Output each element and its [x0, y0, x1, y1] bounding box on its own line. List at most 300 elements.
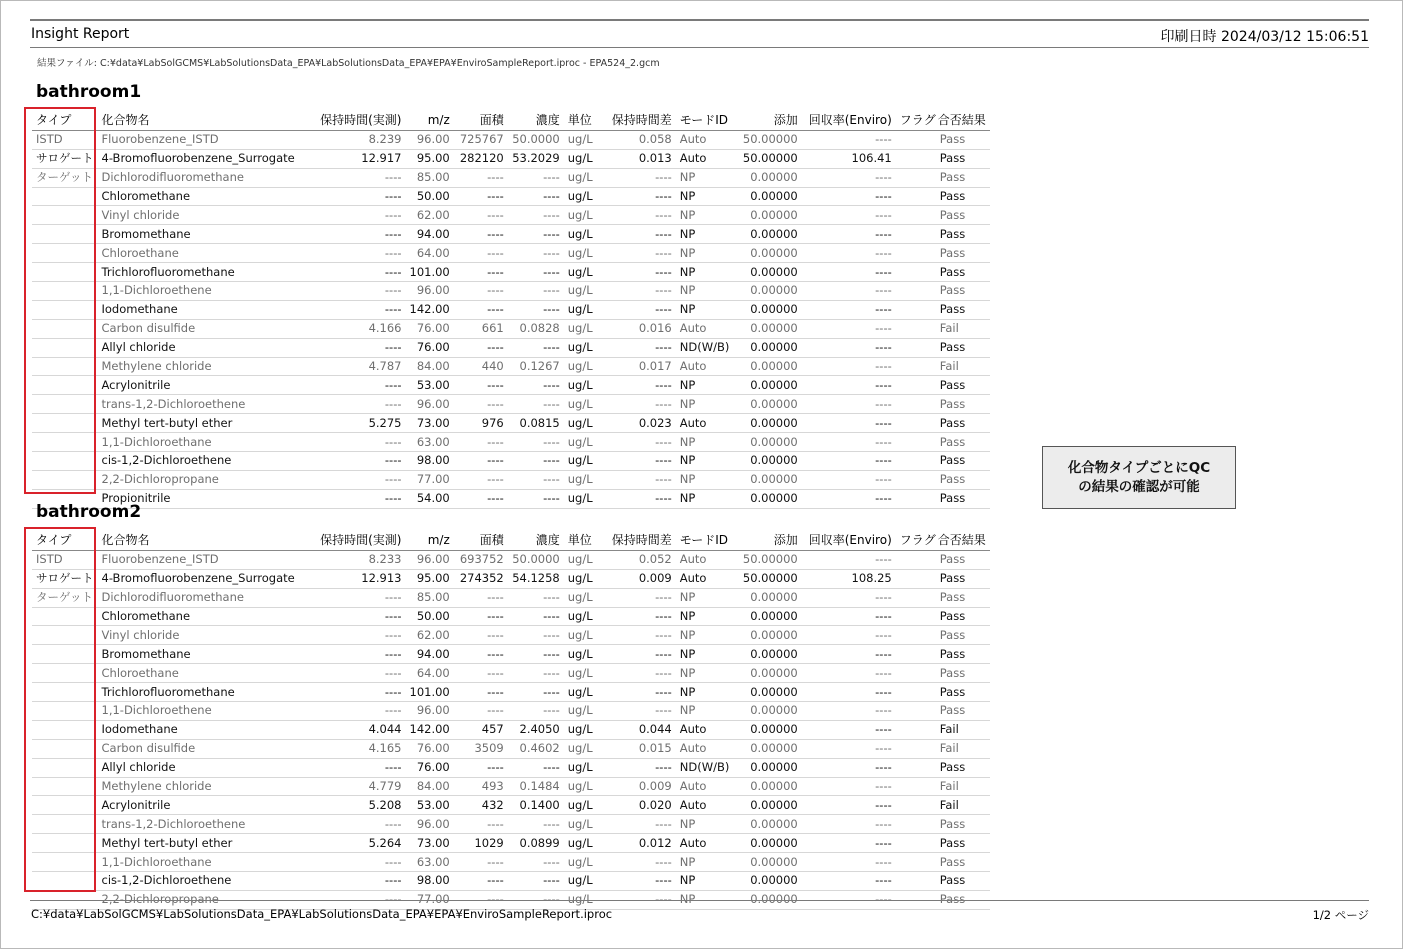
- col-rt: ----: [314, 206, 406, 225]
- col-area: ----: [454, 187, 508, 206]
- table-row: [32, 720, 990, 739]
- col-area: 457: [454, 720, 508, 739]
- col-recovery: ----: [802, 319, 896, 338]
- col-unit: ug/L: [564, 550, 602, 569]
- col-rt: ----: [314, 282, 406, 301]
- col-mz: 84.00: [406, 777, 454, 796]
- col-mz: 101.00: [406, 263, 454, 282]
- col-unit: ug/L: [564, 452, 602, 471]
- col-result: Fail: [936, 357, 990, 376]
- col-recovery-header: 回収率(Enviro): [802, 532, 896, 550]
- col-spike: 0.00000: [738, 168, 802, 187]
- col-rt: 4.044: [314, 720, 406, 739]
- col-mz: 76.00: [406, 758, 454, 777]
- annotation-callout: [1042, 446, 1236, 509]
- col-rt: 5.208: [314, 796, 406, 815]
- col-compound: Fluorobenzene_ISTD: [98, 550, 314, 569]
- col-mz: 76.00: [406, 739, 454, 758]
- col-area: ----: [454, 395, 508, 414]
- col-spike: 0.00000: [738, 626, 802, 645]
- sample-title: bathroom1: [36, 82, 142, 102]
- col-mz: 96.00: [406, 282, 454, 301]
- table-row: [32, 815, 990, 834]
- col-mz-header: m/z: [406, 112, 454, 130]
- col-compound: trans-1,2-Dichloroethene: [98, 815, 314, 834]
- col-area: ----: [454, 263, 508, 282]
- col-flag: [896, 569, 936, 588]
- col-mode-id: Auto: [676, 357, 738, 376]
- col-spike: 50.00000: [738, 149, 802, 168]
- col-mz: 63.00: [406, 853, 454, 872]
- col-area: ----: [454, 645, 508, 664]
- col-unit: ug/L: [564, 187, 602, 206]
- col-flag: [896, 206, 936, 225]
- col-mode-id: NP: [676, 168, 738, 187]
- col-spike: 0.00000: [738, 225, 802, 244]
- col-recovery: ----: [802, 452, 896, 471]
- col-mz: 96.00: [406, 130, 454, 149]
- col-conc: 53.2029: [508, 149, 564, 168]
- col-mz: 53.00: [406, 376, 454, 395]
- col-type-header: タイプ: [32, 112, 98, 130]
- col-mode-id: Auto: [676, 149, 738, 168]
- col-flag: [896, 376, 936, 395]
- col-recovery: ----: [802, 645, 896, 664]
- col-spike: 0.00000: [738, 263, 802, 282]
- col-mode-id: NP: [676, 853, 738, 872]
- col-compound: Methylene chloride: [98, 777, 314, 796]
- col-recovery: ----: [802, 777, 896, 796]
- col-mode-id: NP: [676, 588, 738, 607]
- col-compound: Vinyl chloride: [98, 206, 314, 225]
- col-area: ----: [454, 225, 508, 244]
- col-flag: [896, 683, 936, 702]
- col-rt-diff: ----: [602, 872, 676, 891]
- col-compound: Trichlorofluoromethane: [98, 263, 314, 282]
- col-flag: [896, 282, 936, 301]
- col-result: Pass: [936, 300, 990, 319]
- col-unit: ug/L: [564, 433, 602, 452]
- col-rt-diff: 0.044: [602, 720, 676, 739]
- type-column-highlight: [24, 527, 96, 892]
- col-mz: 76.00: [406, 338, 454, 357]
- col-mode-id: NP: [676, 187, 738, 206]
- col-mode-id: NP: [676, 645, 738, 664]
- col-conc: ----: [508, 168, 564, 187]
- col-rt-diff: 0.017: [602, 357, 676, 376]
- col-rt: 12.913: [314, 569, 406, 588]
- col-flag-header: フラグ: [896, 112, 936, 130]
- col-area: 274352: [454, 569, 508, 588]
- col-conc: 50.0000: [508, 130, 564, 149]
- col-mz: 94.00: [406, 225, 454, 244]
- col-spike: 0.00000: [738, 607, 802, 626]
- col-conc: ----: [508, 338, 564, 357]
- col-spike: 0.00000: [738, 739, 802, 758]
- col-unit: ug/L: [564, 815, 602, 834]
- col-mz: 95.00: [406, 149, 454, 168]
- col-flag: [896, 702, 936, 721]
- col-mz: 95.00: [406, 569, 454, 588]
- col-recovery: ----: [802, 338, 896, 357]
- col-conc: 54.1258: [508, 569, 564, 588]
- col-area: ----: [454, 890, 508, 909]
- col-compound: Chloromethane: [98, 607, 314, 626]
- col-mode-id: Auto: [676, 130, 738, 149]
- col-spike: 0.00000: [738, 645, 802, 664]
- footer-rule: [30, 900, 1369, 901]
- col-area: 661: [454, 319, 508, 338]
- col-area: ----: [454, 853, 508, 872]
- col-spike: 0.00000: [738, 395, 802, 414]
- col-conc: ----: [508, 225, 564, 244]
- col-recovery: 106.41: [802, 149, 896, 168]
- col-unit: ug/L: [564, 569, 602, 588]
- col-area: ----: [454, 683, 508, 702]
- col-compound: trans-1,2-Dichloroethene: [98, 395, 314, 414]
- sample-title: bathroom2: [36, 502, 142, 522]
- col-rt: ----: [314, 758, 406, 777]
- col-unit: ug/L: [564, 130, 602, 149]
- col-area: ----: [454, 168, 508, 187]
- col-spike: 50.00000: [738, 550, 802, 569]
- col-rt: ----: [314, 607, 406, 626]
- col-mode-id: Auto: [676, 739, 738, 758]
- col-area: ----: [454, 588, 508, 607]
- report-title: Insight Report: [31, 26, 130, 42]
- table-row: [32, 319, 990, 338]
- col-unit: ug/L: [564, 357, 602, 376]
- col-rt-diff: ----: [602, 433, 676, 452]
- col-unit: ug/L: [564, 414, 602, 433]
- col-mz: 96.00: [406, 702, 454, 721]
- col-compound: Propionitrile: [98, 489, 314, 508]
- results-table: [32, 532, 990, 910]
- col-rt: ----: [314, 470, 406, 489]
- col-unit: ug/L: [564, 168, 602, 187]
- col-mode-id: NP: [676, 282, 738, 301]
- col-unit-header: 単位: [564, 112, 602, 130]
- col-area: 3509: [454, 739, 508, 758]
- table-row: [32, 758, 990, 777]
- col-result: Pass: [936, 130, 990, 149]
- col-conc-header: 濃度: [508, 532, 564, 550]
- table-row: [32, 414, 990, 433]
- col-flag: [896, 720, 936, 739]
- table-row: [32, 376, 990, 395]
- table-row: [32, 683, 990, 702]
- col-spike: 0.00000: [738, 206, 802, 225]
- col-rt: ----: [314, 645, 406, 664]
- col-conc: ----: [508, 588, 564, 607]
- col-compound: 4-Bromofluorobenzene_Surrogate: [98, 569, 314, 588]
- annotation-line: 化合物タイプごとにQC: [1067, 459, 1211, 476]
- col-result: Pass: [936, 550, 990, 569]
- col-conc: ----: [508, 645, 564, 664]
- col-mz: 77.00: [406, 470, 454, 489]
- col-mode-id: NP: [676, 626, 738, 645]
- col-rt: ----: [314, 225, 406, 244]
- col-rt: ----: [314, 433, 406, 452]
- col-rt: ----: [314, 626, 406, 645]
- table-row: [32, 853, 990, 872]
- col-rt-diff: 0.052: [602, 550, 676, 569]
- col-result: Pass: [936, 645, 990, 664]
- col-rt: 12.917: [314, 149, 406, 168]
- col-conc: 0.1400: [508, 796, 564, 815]
- col-unit: ug/L: [564, 376, 602, 395]
- col-mz: 84.00: [406, 357, 454, 376]
- col-recovery: ----: [802, 758, 896, 777]
- col-area: 493: [454, 777, 508, 796]
- print-date: 印刷日時 2024/03/12 15:06:51: [1160, 29, 1369, 45]
- col-rt-diff: ----: [602, 225, 676, 244]
- col-spike: 0.00000: [738, 588, 802, 607]
- col-rt-diff: ----: [602, 626, 676, 645]
- table-row: [32, 626, 990, 645]
- col-unit: ug/L: [564, 777, 602, 796]
- col-rt: ----: [314, 187, 406, 206]
- col-rt-diff: 0.012: [602, 834, 676, 853]
- col-flag: [896, 225, 936, 244]
- col-mz: 64.00: [406, 664, 454, 683]
- table-row: [32, 300, 990, 319]
- col-spike: 0.00000: [738, 282, 802, 301]
- col-conc-header: 濃度: [508, 112, 564, 130]
- col-conc: ----: [508, 187, 564, 206]
- col-spike: 0.00000: [738, 720, 802, 739]
- col-area: 693752: [454, 550, 508, 569]
- col-area: ----: [454, 758, 508, 777]
- col-area: ----: [454, 470, 508, 489]
- table-row: [32, 607, 990, 626]
- table-row: [32, 338, 990, 357]
- col-conc: ----: [508, 489, 564, 508]
- col-result: Fail: [936, 796, 990, 815]
- col-spike: 0.00000: [738, 777, 802, 796]
- col-area: 282120: [454, 149, 508, 168]
- col-conc: ----: [508, 683, 564, 702]
- col-compound: 1,1-Dichloroethene: [98, 282, 314, 301]
- col-conc: ----: [508, 452, 564, 471]
- col-mode-id: NP: [676, 244, 738, 263]
- table-row: [32, 569, 990, 588]
- table-row: [32, 777, 990, 796]
- col-flag: [896, 815, 936, 834]
- col-unit: ug/L: [564, 872, 602, 891]
- col-mode-id: Auto: [676, 569, 738, 588]
- col-conc: 0.1484: [508, 777, 564, 796]
- col-mode-id: NP: [676, 263, 738, 282]
- col-mode-id: NP: [676, 664, 738, 683]
- col-unit: ug/L: [564, 645, 602, 664]
- col-rt: ----: [314, 338, 406, 357]
- col-result: Fail: [936, 739, 990, 758]
- col-spike: 0.00000: [738, 834, 802, 853]
- col-spike-header: 添加: [738, 112, 802, 130]
- col-result: Pass: [936, 187, 990, 206]
- col-spike: 0.00000: [738, 702, 802, 721]
- col-result: Pass: [936, 607, 990, 626]
- col-conc: ----: [508, 664, 564, 683]
- col-result-header: 合否結果: [936, 112, 990, 130]
- col-recovery: ----: [802, 815, 896, 834]
- col-mz: 63.00: [406, 433, 454, 452]
- col-compound: cis-1,2-Dichloroethene: [98, 452, 314, 471]
- table-row: [32, 872, 990, 891]
- col-rt-diff-header: 保持時間差: [602, 112, 676, 130]
- col-conc: 0.0815: [508, 414, 564, 433]
- col-rt-diff: ----: [602, 758, 676, 777]
- col-area: ----: [454, 489, 508, 508]
- col-area: ----: [454, 376, 508, 395]
- col-compound: Trichlorofluoromethane: [98, 683, 314, 702]
- table-header-row: [32, 532, 990, 550]
- table-row: [32, 739, 990, 758]
- col-compound: Chloroethane: [98, 244, 314, 263]
- col-conc: ----: [508, 395, 564, 414]
- col-compound: Carbon disulfide: [98, 319, 314, 338]
- col-rt-diff: ----: [602, 853, 676, 872]
- col-compound: Methylene chloride: [98, 357, 314, 376]
- col-flag: [896, 433, 936, 452]
- col-result: Pass: [936, 452, 990, 471]
- col-result: Pass: [936, 683, 990, 702]
- col-flag: [896, 607, 936, 626]
- col-spike: 0.00000: [738, 300, 802, 319]
- table-row: [32, 168, 990, 187]
- table-row: [32, 470, 990, 489]
- col-rt: ----: [314, 815, 406, 834]
- col-recovery: ----: [802, 357, 896, 376]
- col-rt: 4.166: [314, 319, 406, 338]
- col-rt-diff: ----: [602, 489, 676, 508]
- col-type: ターゲット: [32, 588, 98, 607]
- col-compound: Allyl chloride: [98, 758, 314, 777]
- col-unit: ug/L: [564, 683, 602, 702]
- col-unit: ug/L: [564, 244, 602, 263]
- col-flag: [896, 834, 936, 853]
- col-compound: Allyl chloride: [98, 338, 314, 357]
- col-recovery: ----: [802, 187, 896, 206]
- col-mode-id: NP: [676, 890, 738, 909]
- col-spike: 0.00000: [738, 758, 802, 777]
- col-rt: ----: [314, 168, 406, 187]
- col-rt-diff: ----: [602, 452, 676, 471]
- table-row: [32, 489, 990, 508]
- col-mz: 98.00: [406, 872, 454, 891]
- col-area: 1029: [454, 834, 508, 853]
- col-rt-diff: ----: [602, 664, 676, 683]
- col-recovery: ----: [802, 683, 896, 702]
- col-result: Pass: [936, 282, 990, 301]
- col-unit: ug/L: [564, 664, 602, 683]
- table-header-row: [32, 112, 990, 130]
- col-mode-id: NP: [676, 206, 738, 225]
- table-row: [32, 357, 990, 376]
- col-recovery: ----: [802, 702, 896, 721]
- col-mz: 96.00: [406, 550, 454, 569]
- col-area: ----: [454, 300, 508, 319]
- table-row: [32, 244, 990, 263]
- col-unit: ug/L: [564, 796, 602, 815]
- col-recovery: ----: [802, 872, 896, 891]
- col-recovery: ----: [802, 890, 896, 909]
- col-rt: ----: [314, 664, 406, 683]
- col-recovery: ----: [802, 225, 896, 244]
- col-result: Pass: [936, 588, 990, 607]
- col-result: Pass: [936, 489, 990, 508]
- col-rt: 5.264: [314, 834, 406, 853]
- col-mz: 76.00: [406, 319, 454, 338]
- col-recovery: ----: [802, 244, 896, 263]
- col-area: ----: [454, 244, 508, 263]
- col-area: ----: [454, 282, 508, 301]
- col-compound: Fluorobenzene_ISTD: [98, 130, 314, 149]
- col-unit: ug/L: [564, 206, 602, 225]
- col-recovery: ----: [802, 720, 896, 739]
- col-rt: ----: [314, 890, 406, 909]
- col-result: Pass: [936, 244, 990, 263]
- col-result: Pass: [936, 872, 990, 891]
- col-mode-id: Auto: [676, 319, 738, 338]
- col-area-header: 面積: [454, 112, 508, 130]
- col-recovery: ----: [802, 263, 896, 282]
- col-conc: 0.4602: [508, 739, 564, 758]
- col-area: 976: [454, 414, 508, 433]
- table-row: [32, 550, 990, 569]
- col-compound: Carbon disulfide: [98, 739, 314, 758]
- col-result: Pass: [936, 702, 990, 721]
- col-mode-id: NP: [676, 433, 738, 452]
- col-recovery: ----: [802, 395, 896, 414]
- col-unit: ug/L: [564, 702, 602, 721]
- col-area: ----: [454, 452, 508, 471]
- col-result: Pass: [936, 834, 990, 853]
- col-conc: ----: [508, 376, 564, 395]
- col-compound: 1,1-Dichloroethene: [98, 702, 314, 721]
- col-spike: 0.00000: [738, 890, 802, 909]
- col-rt: ----: [314, 376, 406, 395]
- col-flag: [896, 395, 936, 414]
- col-flag: [896, 758, 936, 777]
- table-row: [32, 149, 990, 168]
- table-row: [32, 645, 990, 664]
- col-unit: ug/L: [564, 489, 602, 508]
- col-mode-id: ND(W/B): [676, 758, 738, 777]
- col-unit: ug/L: [564, 834, 602, 853]
- col-result: Fail: [936, 777, 990, 796]
- col-compound-header: 化合物名: [98, 112, 314, 130]
- col-spike: 0.00000: [738, 664, 802, 683]
- col-rt: ----: [314, 452, 406, 471]
- col-result-header: 合否結果: [936, 532, 990, 550]
- col-type: サロゲート: [32, 149, 98, 168]
- col-rt-diff: 0.016: [602, 319, 676, 338]
- col-rt-diff: ----: [602, 890, 676, 909]
- col-mz: 96.00: [406, 815, 454, 834]
- col-conc: ----: [508, 626, 564, 645]
- col-flag: [896, 187, 936, 206]
- col-compound: Acrylonitrile: [98, 796, 314, 815]
- table-row: [32, 834, 990, 853]
- col-mz: 77.00: [406, 890, 454, 909]
- col-mz: 142.00: [406, 720, 454, 739]
- col-spike: 0.00000: [738, 357, 802, 376]
- col-flag: [896, 244, 936, 263]
- table-row: [32, 282, 990, 301]
- col-area: ----: [454, 872, 508, 891]
